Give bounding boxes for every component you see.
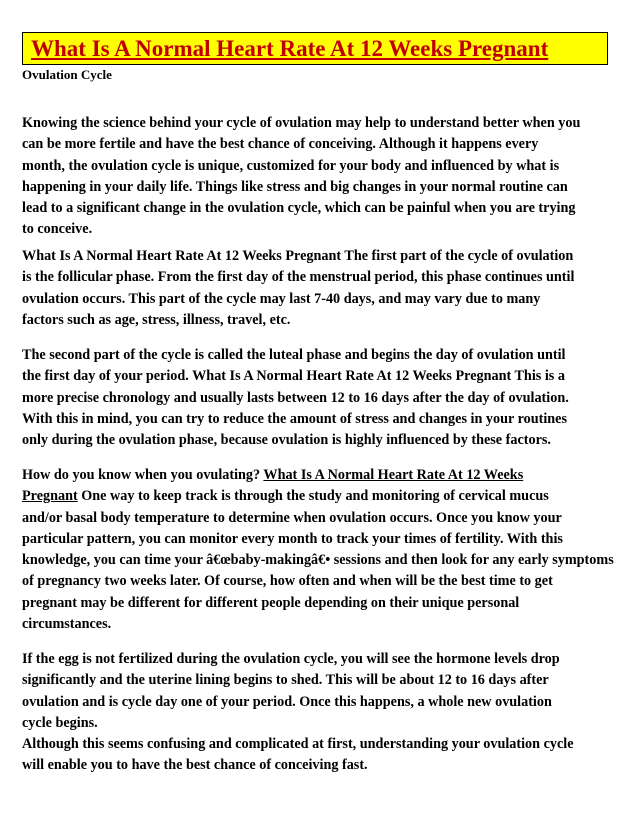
text-fragment: One way to keep track is through the study and monitoring of cervical mucus (77, 488, 549, 505)
text-line: significantly and the uterine lining begins to shed. This will be about 12 to 16 days after (22, 672, 549, 689)
page-title: What Is A Normal Heart Rate At 12 Weeks Pregnant (31, 36, 549, 61)
text-line (22, 465, 622, 486)
article-link-continued[interactable]: Pregnant (22, 488, 78, 505)
title-banner (22, 32, 608, 65)
text-line: of pregnancy two weeks later. Of course, how often and when will be the best time to get (22, 573, 553, 590)
paragraph-tracking (22, 465, 622, 635)
subtitle: Ovulation Cycle (22, 67, 112, 82)
text-line: factors such as age, stress, illness, travel, etc. (22, 311, 291, 328)
text-line: lead to a significant change in the ovulation cycle, which can be painful when you are trying (22, 200, 576, 217)
text-line: Although this seems confusing and complicated at first, understanding your ovulation cycle (22, 736, 574, 753)
text-line: only during the ovulation phase, because ovulation is highly influenced by these factors. (22, 432, 551, 449)
text-line: cycle begins. (22, 714, 98, 731)
article-link[interactable]: What Is A Normal Heart Rate At 12 Weeks (263, 467, 524, 483)
paragraph-luteal (22, 345, 622, 451)
text-line: If the egg is not fertilized during the ovulation cycle, you will see the hormone levels drop (22, 651, 560, 667)
paragraph-conclusion (22, 649, 622, 777)
text-line: What Is A Normal Heart Rate At 12 Weeks Pregnant The first part of the cycle of ovulation (22, 248, 574, 264)
text-line: Knowing the science behind your cycle of ovulation may help to understand better when you (22, 115, 581, 131)
text-line: pregnant may be different for different people depending on their unique personal (22, 594, 520, 611)
text-line: the first day of your period. What Is A Normal Heart Rate At 12 Weeks Pregnant This is a (22, 368, 565, 385)
text-line: With this in mind, you can try to reduce the amount of stress and changes in your routines (22, 410, 567, 427)
text-line: circumstances. (22, 616, 112, 633)
text-line: ovulation and is cycle day one of your period. Once this happens, a whole new ovulation (22, 693, 552, 710)
text-line: will enable you to have the best chance of conceiving fast. (22, 757, 368, 774)
text-line: to conceive. (22, 221, 93, 238)
text-line (22, 486, 622, 507)
text-line: happening in your daily life. Things like stress and big changes in your normal routine can (22, 178, 568, 195)
text-line: particular pattern, you can monitor every month to track your times of fertility. With this (22, 530, 563, 547)
text-line: knowledge, you can time your â€œbaby-makingâ€• sessions and then look for any early symptoms (22, 552, 614, 569)
text-line: more precise chronology and usually lasts between 12 to 16 days after the day of ovulation. (22, 389, 569, 406)
text-line: month, the ovulation cycle is unique, customized for your body and influenced by what is (22, 157, 560, 174)
text-line: is the follicular phase. From the first day of the menstrual period, this phase continues until (22, 269, 575, 286)
text-line: The second part of the cycle is called the luteal phase and begins the day of ovulation until (22, 347, 566, 363)
text-line: and/or basal body temperature to determine when ovulation occurs. Once you know your (22, 509, 562, 526)
paragraph-follicular (22, 246, 622, 331)
text-line: can be more fertile and have the best chance of conceiving. Although it happens every (22, 136, 539, 153)
text-fragment: How do you know when you ovulating? (22, 467, 264, 483)
text-line: ovulation occurs. This part of the cycle may last 7-40 days, and may vary due to many (22, 290, 541, 307)
paragraph-intro (22, 113, 622, 241)
